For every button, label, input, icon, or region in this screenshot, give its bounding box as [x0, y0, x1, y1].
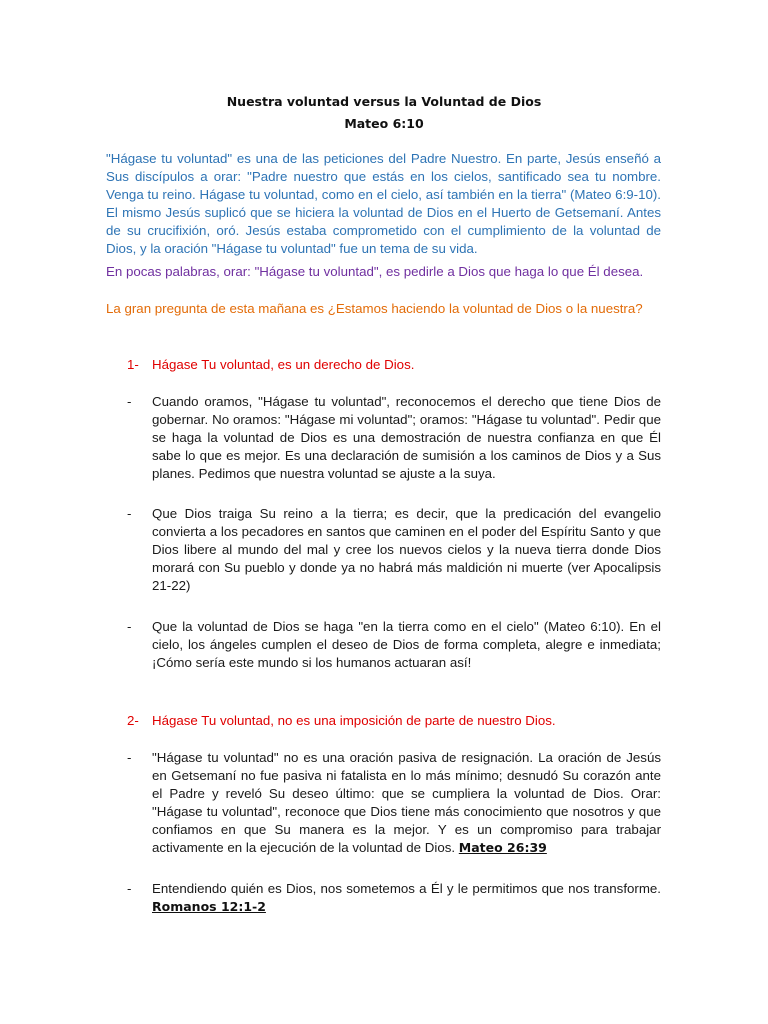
- section-heading-1: [127, 356, 414, 374]
- list-item-text: Que la voluntad de Dios se haga "en la tierra como en el cielo" (Mateo 6:10). En el cielo, los ángeles cumplen el deseo de Dios de forma completa, alegre e inmediata; ¡Cómo sería este mundo si los humanos actuaran así!: [152, 619, 661, 671]
- list-item-text: "Hágase tu voluntad" no es una oración pasiva de resignación. La oración de Jesús en Getsemaní no fue pasiva ni fatalista en lo más mínimo; desnudó Su corazón ante el Padre y reveló Su deseo último: que se cumpliera la voluntad de Dios. Orar: "Hágase tu voluntad", reconoce que Dios tiene más conocimiento que nosotros y que confiamos en que Su manera es la mejor. Y es un compromiso para trabajar activamente en la ejecución de la voluntad de Dios.: [152, 750, 661, 856]
- summary-paragraph: En pocas palabras, orar: "Hágase tu voluntad", es pedirle a Dios que haga lo que Él desea.: [106, 264, 644, 279]
- bullet-dash: -: [127, 394, 132, 409]
- bullet-dash: -: [127, 881, 132, 896]
- section-number: 1-: [127, 357, 139, 372]
- list-item-text: Cuando oramos, "Hágase tu voluntad", reconocemos el derecho que tiene Dios de gobernar. No oramos: "Hágase mi voluntad"; oramos: "Hágase tu voluntad". Pedir que se haga la voluntad de Dios es una demostración de nuestra confianza en que Él sabe lo que es mejor. Es una declaración de sumisión a los caminos de Dios y a Sus planes. Pedimos que nuestra voluntad se ajuste a la suya.: [152, 394, 661, 482]
- section-heading-2: [127, 712, 556, 730]
- document-title: Nuestra voluntad versus la Voluntad de Dios: [226, 94, 542, 109]
- list-item-text-wrap: [152, 749, 661, 858]
- bullet-dash: -: [127, 750, 132, 765]
- scripture-link[interactable]: Mateo 26:39: [458, 840, 547, 856]
- scripture-reference: Mateo 6:10: [344, 116, 424, 131]
- bullet-dash: -: [127, 506, 132, 521]
- section-heading-text: Hágase Tu voluntad, no es una imposición de parte de nuestro Dios.: [152, 713, 556, 728]
- list-item-text-wrap: [152, 880, 661, 916]
- scripture-link[interactable]: Romanos 12:1-2: [152, 899, 266, 915]
- question-paragraph: La gran pregunta de esta mañana es ¿Estamos haciendo la voluntad de Dios o la nuestra?: [106, 301, 643, 316]
- bullet-dash: -: [127, 619, 132, 634]
- list-item-text: Entendiendo quién es Dios, nos sometemos a Él y le permitimos que nos transforme.: [152, 881, 661, 896]
- intro-paragraph: "Hágase tu voluntad" es una de las peticiones del Padre Nuestro. En parte, Jesús enseñó a Sus discípulos a orar: "Padre nuestro que estás en los cielos, santificado sea tu nombre. Venga tu reino. Hágase tu voluntad, como en el cielo, así también en la tierra" (Mateo 6:9-10). El mismo Jesús suplicó que se hiciera la voluntad de Dios en el Huerto de Getsemaní. Antes de su crucifixión, oró. Jesús estaba comprometido con el cumplimiento de la voluntad de Dios, y la oración "Hágase tu voluntad" fue un tema de su vida.: [106, 151, 661, 257]
- list-item-text: Que Dios traiga Su reino a la tierra; es decir, que la predicación del evangelio convierta a los pecadores en santos que caminen en el poder del Espíritu Santo y que Dios libere al mundo del mal y cree los nuevos cielos y la nueva tierra donde Dios morará con Su pueblo y donde ya no habrá más maldición ni muerte (ver Apocalipsis 21-22): [152, 506, 661, 594]
- section-heading-text: Hágase Tu voluntad, es un derecho de Dios.: [152, 357, 415, 372]
- section-number: 2-: [127, 713, 139, 728]
